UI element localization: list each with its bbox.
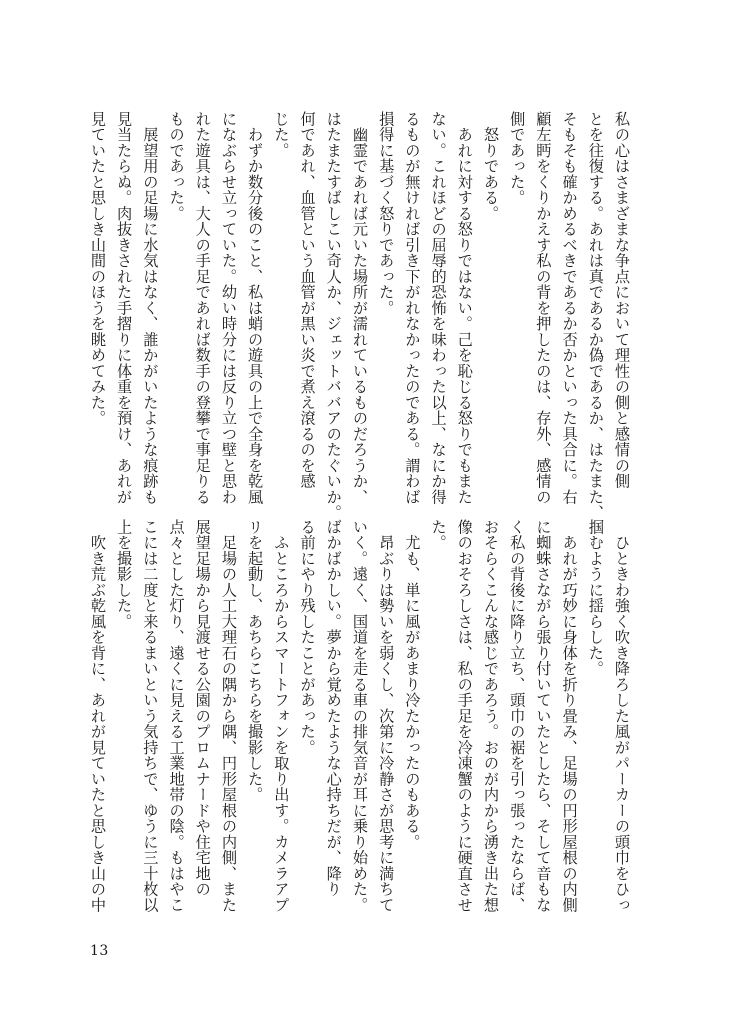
text-column: はたまたすばしこい奇人か、ジェットババアのたぐいか。 (324, 111, 343, 521)
text-column: ない。これほどの屈辱的恐怖を味わった以上、なにか得 (429, 111, 448, 505)
text-column: 点々とした灯り、遠くに見える工業地帯の陰。もはやこ (167, 519, 186, 913)
text-column: 側であった。 (508, 111, 527, 206)
text-column: ものであった。 (167, 111, 186, 222)
text-column: れた遊具は、大人の手足であれば数手の登攀で事足りる (193, 111, 212, 505)
text-column: 私の心はさまざまな争点において理性の側と感情の側 (613, 111, 631, 489)
text-column: に蜘蛛さながら張り付いていたとしたら、そして音もな (534, 519, 553, 913)
text-column: 幽霊であれば元いた場所が濡れているものだろうか、 (350, 111, 369, 505)
text-column: 像のおそろしさは、私の手足を冷凍蟹のように硬直させ (455, 519, 474, 913)
text-column: るものが無ければ引き下がれなかったのである。謂わば (403, 111, 422, 505)
text-column: あれが巧妙に身体を折り畳み、足場の円形屋根の内側 (560, 519, 579, 913)
text-column: 尤も、単に風があまり冷たかったのもある。 (403, 519, 422, 850)
text-column: いく。遠く、国道を走る車の排気音が耳に乗り始めた。 (350, 519, 369, 913)
text-column: ひときわ強く吹き降ろした風がパーカーの頭巾をひっ (613, 519, 631, 913)
text-column: ふところからスマートフォンを取り出す。カメラアプ (272, 519, 291, 913)
text-column: 損得に基づく怒りであった。 (377, 111, 396, 316)
text-column: る前にやり残したことがあった。 (298, 519, 317, 756)
text-column: 掴むように揺らした。 (586, 519, 605, 677)
text-column: 怒りである。 (481, 111, 500, 222)
text-column: とを往復する。あれは真であるか偽であるか、はたまた、 (586, 111, 605, 521)
upper-text-block (75, 111, 635, 521)
text-column: ばかばかしい。夢から覚めたような心持ちだが、降り (324, 519, 343, 897)
text-column: わずか数分後のこと、私は蛸の遊具の上で全身を乾風 (246, 111, 265, 505)
text-column: リを起動し、あちらこちらを撮影した。 (246, 519, 265, 803)
text-column: 何であれ、血管という血管が黒い炎で煮え滾るのを感 (298, 111, 317, 489)
text-column: 足場の人工大理石の隅から隅、円形屋根の内側、また (219, 519, 238, 913)
text-column: じた。 (272, 111, 291, 159)
text-column: 展望足場から見渡せる公園のプロムナードや住宅地の (193, 519, 212, 897)
text-column: 見ていたと思しき山間のほうを眺めてみた。 (88, 111, 107, 426)
lower-text-block (75, 519, 635, 919)
text-column: あれに対する怒りではない。己を恥じる怒りでもまた (455, 111, 474, 505)
text-column: になぶらせ立っていた。幼い時分には反り立つ壁と思わ (219, 111, 238, 505)
text-column: 顧左眄をくりかえす私の背を押したのは、存外、感情の (534, 111, 553, 505)
text-column: く私の背後に降り立ち、頭巾の裾を引っ張ったならば、 (508, 519, 527, 913)
text-column: た。 (429, 519, 448, 551)
text-column: そもそも確かめるべきであるか否かといった具合に。右 (560, 111, 579, 505)
text-column: 展望用の足場に水気はなく、誰かがいたような痕跡も (141, 111, 160, 505)
text-column: 昂ぶりは勢いを弱くし、次第に冷静さが思考に満ちて (377, 519, 396, 913)
page-number: 13 (90, 943, 109, 959)
text-column: こには二度と来るまいという気持ちで、ゆうに三十枚以 (141, 519, 160, 913)
text-column: 見当たらぬ。肉抜きされた手摺りに体重を預け、あれが (115, 111, 134, 505)
text-column: おそらくこんな感じであろう。おのが内から湧き出た想 (481, 519, 500, 913)
text-column: 上を撮影した。 (115, 519, 134, 630)
text-column: 吹き荒ぶ乾風を背に、あれが見ていたと思しき山の中 (88, 519, 107, 913)
